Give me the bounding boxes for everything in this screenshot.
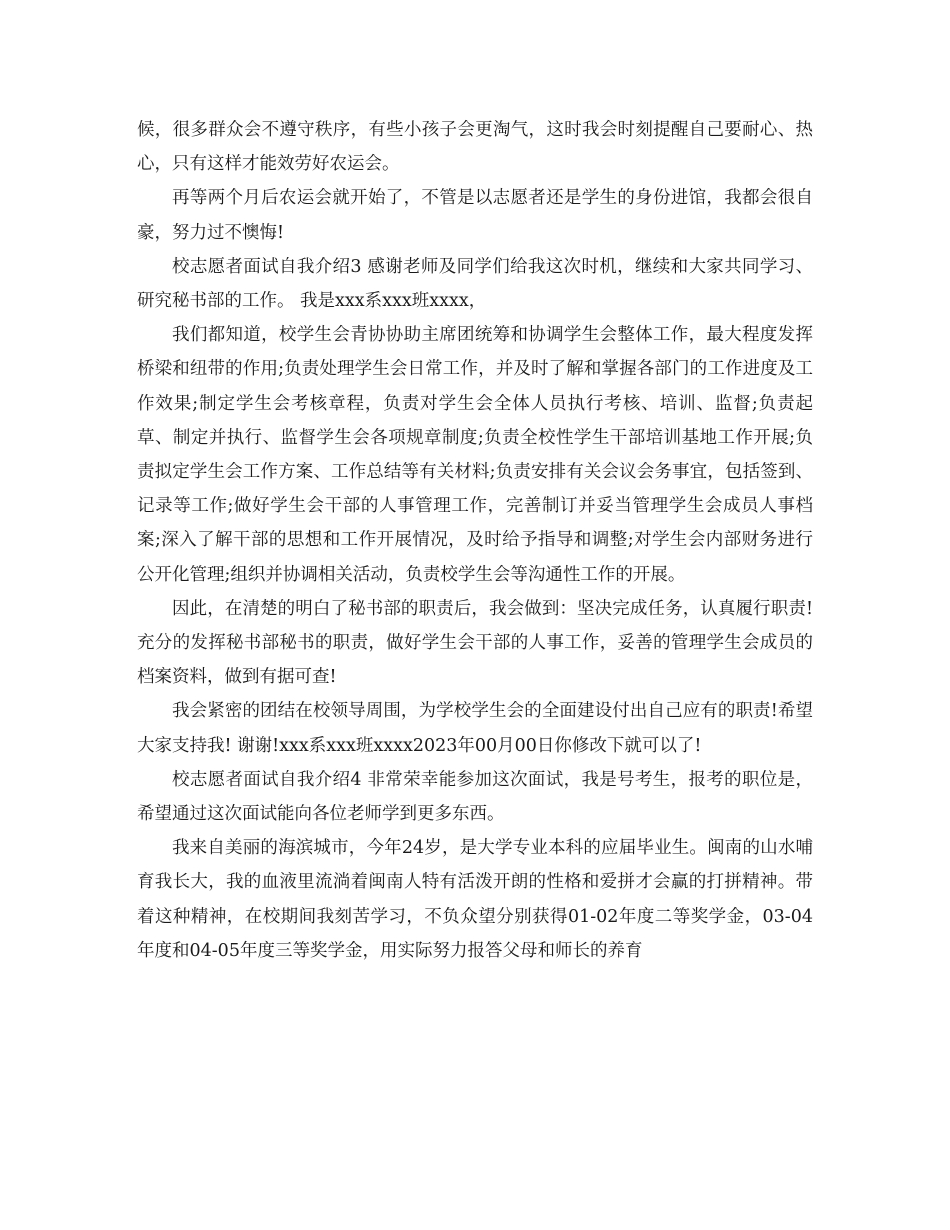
paragraph-4: 我们都知道，校学生会青协协助主席团统筹和协调学生会整体工作，最大程度发挥桥梁和纽带的作用;负责处理学生会日常工作，并及时了解和掌握各部门的工作进度及工作效果;制定学生会考核章程，负责对学生会全体人员执行考核、培训、监督;负责起草、制定并执行、监督学生会各项规章制度;负责全校性学生干部培训基地工作开展;负责拟定学生会工作方案、工作总结等有关材料;负责安排有关会议会务事宜，包括签到、记录等工作;做好学生会干部的人事管理工作，完善制订并妥当管理学生会成员人事档案;深入了解干部的思想和工作开展情况，及时给予指导和调整;对学生会内部财务进行公开化管理;组织并协调相关活动，负责校学生会等沟通性工作的开展。	[137, 325, 813, 585]
paragraph-2: 再等两个月后农运会就开始了，不管是以志愿者还是学生的身份进馆，我都会很自豪，努力过不懊悔!	[137, 188, 813, 243]
document-body	[137, 113, 813, 968]
paragraph-1: 候，很多群众会不遵守秩序，有些小孩子会更淘气，这时我会时刻提醒自己要耐心、热心，只有这样才能效劳好农运会。	[137, 120, 813, 175]
paragraph-6: 我会紧密的团结在校领导周围，为学校学生会的全面建设付出自己应有的职责!希望大家支持我! 谢谢!xxx系xxx班xxxx2023年00月00日你修改下就可以了!	[137, 701, 813, 756]
paragraph-7: 校志愿者面试自我介绍4 非常荣幸能参加这次面试，我是号考生，报考的职位是，希望通过这次面试能向各位老师学到更多东西。	[137, 769, 813, 825]
paragraph-3: 校志愿者面试自我介绍3 感谢老师及同学们给我这次时机，继续和大家共同学习、研究秘书部的工作。 我是xxx系xxx班xxxx，	[137, 256, 813, 312]
paragraph-5: 因此，在清楚的明白了秘书部的职责后，我会做到：坚决完成任务，认真履行职责!充分的发挥秘书部秘书的职责，做好学生会干部的人事工作，妥善的管理学生会成员的档案资料，做到有据可查!	[137, 598, 813, 688]
paragraph-8: 我来自美丽的海滨城市，今年24岁，是大学专业本科的应届毕业生。闽南的山水哺育我长大，我的血液里流淌着闽南人特有活泼开朗的性格和爱拼才会赢的打拼精神。带着这种精神，在校期间我刻苦学习，不负众望分别获得01-02年度二等奖学金，03-04年度和04-05年度三等奖学金，用实际努力报答父母和师长的养育	[137, 838, 813, 961]
